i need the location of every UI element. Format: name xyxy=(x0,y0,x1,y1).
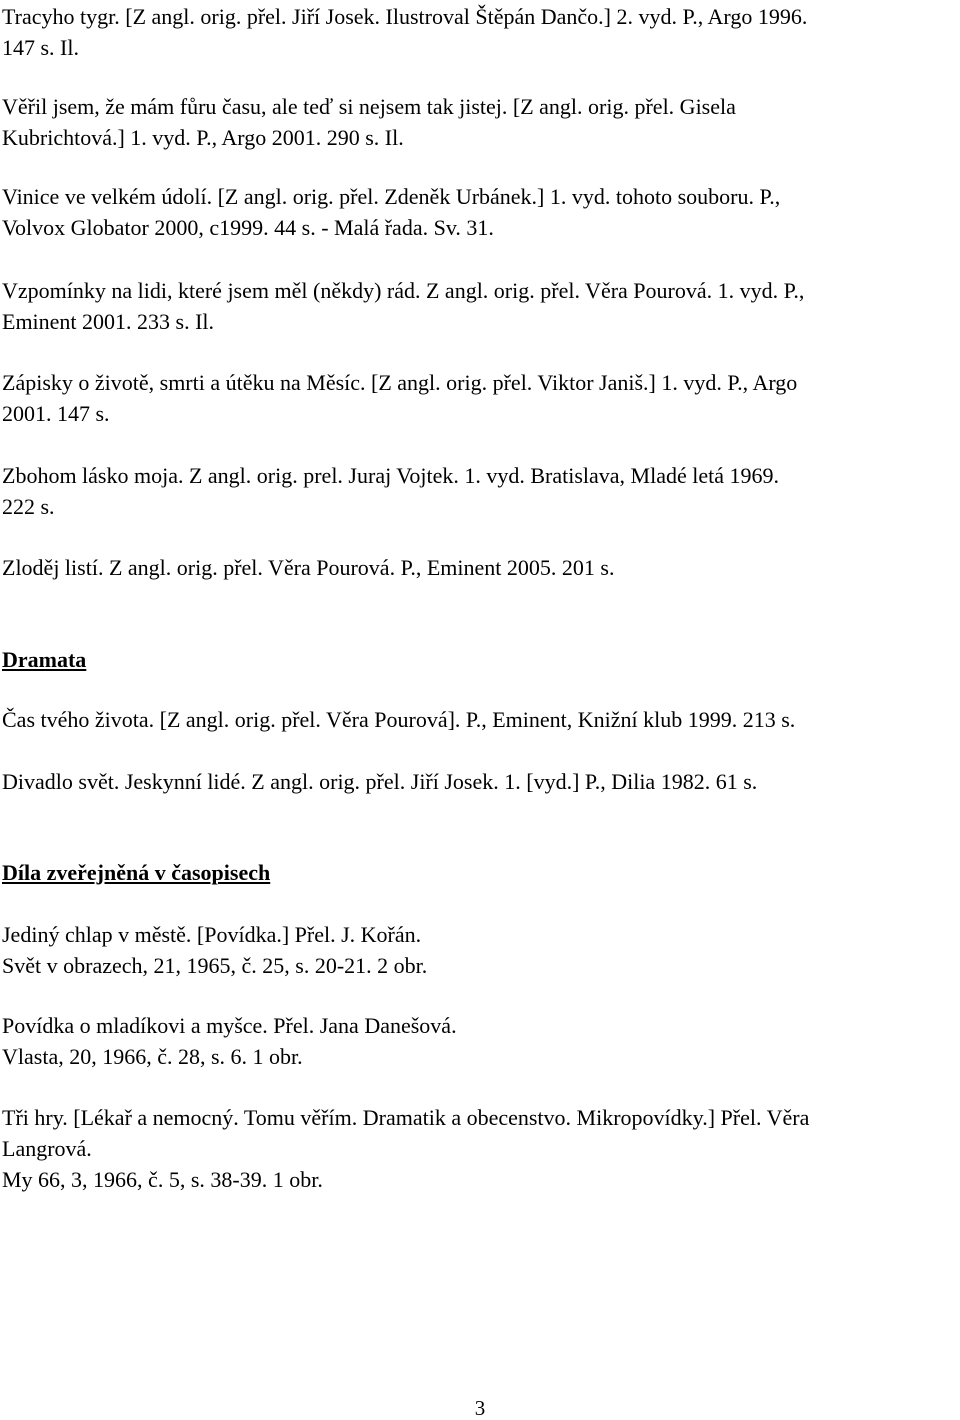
bib-entry-line: Tři hry. [Lékař a nemocný. Tomu věřím. Dramatik a obecenstvo. Mikropovídky.] Přel. Věra xyxy=(2,1105,810,1130)
bib-entry-line: Vlasta, 20, 1966, č. 28, s. 6. 1 obr. xyxy=(2,1044,303,1069)
bib-entry-line: Divadlo svět. Jeskynní lidé. Z angl. orig. přel. Jiří Josek. 1. [vyd.] P., Dilia 1982. 61 s. xyxy=(2,769,758,794)
bib-entry-line: 222 s. xyxy=(2,494,55,519)
bib-entry-line: Tracyho tygr. [Z angl. orig. přel. Jiří Josek. Ilustroval Štěpán Dančo.] 2. vyd. P., Argo 1996. xyxy=(2,4,808,29)
bib-entry-line: My 66, 3, 1966, č. 5, s. 38-39. 1 obr. xyxy=(2,1167,323,1192)
page-number: 3 xyxy=(474,1396,486,1420)
bib-entry-line: Jediný chlap v městě. [Povídka.] Přel. J. Kořán. xyxy=(2,922,422,947)
bib-entry-line: 2001. 147 s. xyxy=(2,401,110,426)
bib-entry-line: Kubrichtová.] 1. vyd. P., Argo 2001. 290 s. Il. xyxy=(2,125,404,150)
bib-entry-line: Langrová. xyxy=(2,1136,92,1161)
bib-entry-line: Čas tvého života. [Z angl. orig. přel. Věra Pourová]. P., Eminent, Knižní klub 1999. 213 s. xyxy=(2,707,796,732)
section-heading: Dramata xyxy=(2,647,87,672)
bib-entry-line: Zbohom lásko moja. Z angl. orig. prel. Juraj Vojtek. 1. vyd. Bratislava, Mladé letá 1969. xyxy=(2,463,779,488)
bib-entry-line: Volvox Globator 2000, c1999. 44 s. - Malá řada. Sv. 31. xyxy=(2,215,494,240)
bib-entry-line: Zloděj listí. Z angl. orig. přel. Věra Pourová. P., Eminent 2005. 201 s. xyxy=(2,555,615,580)
bib-entry-line: Vzpomínky na lidi, které jsem měl (někdy) rád. Z angl. orig. přel. Věra Pourová. 1. vyd. P., xyxy=(2,278,805,303)
bib-entry-line: Svět v obrazech, 21, 1965, č. 25, s. 20-21. 2 obr. xyxy=(2,953,428,978)
bib-entry-line: 147 s. Il. xyxy=(2,35,79,60)
bib-entry-line: Povídka o mladíkovi a myšce. Přel. Jana Danešová. xyxy=(2,1013,457,1038)
bib-entry-line: Věřil jsem, že mám fůru času, ale teď si nejsem tak jistej. [Z angl. orig. přel. Gisela xyxy=(2,94,736,119)
section-heading: Díla zveřejněná v časopisech xyxy=(2,860,271,885)
bib-entry-line: Zápisky o životě, smrti a útěku na Měsíc. [Z angl. orig. přel. Viktor Janiš.] 1. vyd. P., Argo xyxy=(2,370,798,395)
bib-entry-line: Vinice ve velkém údolí. [Z angl. orig. přel. Zdeněk Urbánek.] 1. vyd. tohoto souboru. P., xyxy=(2,184,781,209)
bib-entry-line: Eminent 2001. 233 s. Il. xyxy=(2,309,215,334)
